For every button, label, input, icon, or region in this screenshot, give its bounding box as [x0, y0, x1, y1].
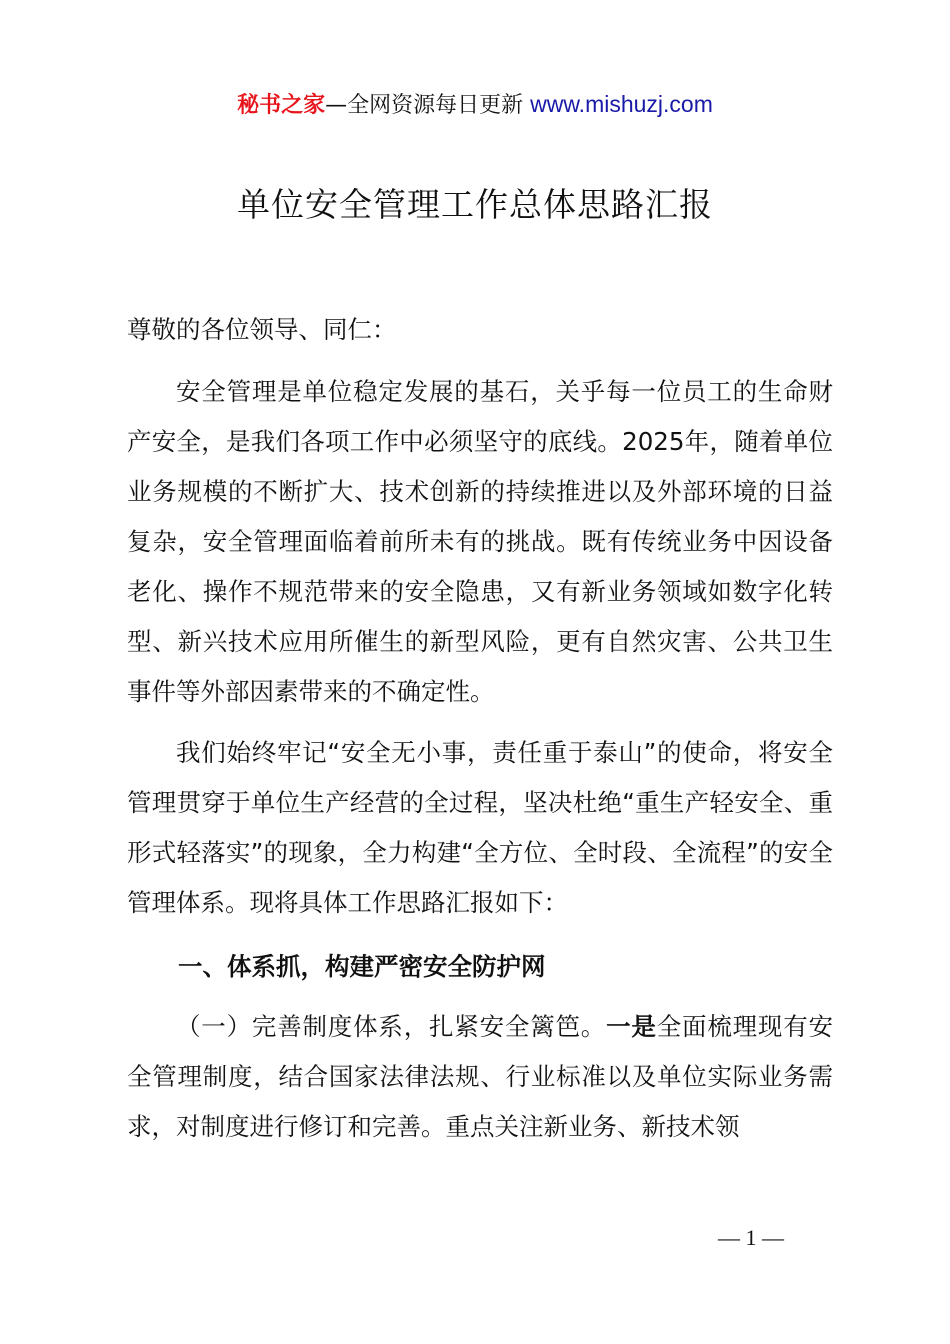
document-title: 单位安全管理工作总体思路汇报	[237, 185, 713, 224]
brand-name: 秘书之家	[237, 93, 326, 118]
body-paragraph-2: 我们始终牢记“安全无小事，责任重于泰山”的使命，将安全管理贯穿于单位生产经营的全过程，坚决杜绝“重生产轻安全、重形式轻落实”的现象，全力构建“全方位、全时段、全流程”的安全管理体系。现将具体工作思路汇报如下：	[127, 738, 833, 917]
page-number: — 1 —	[718, 1225, 784, 1250]
salutation: 尊敬的各位领导、同仁：	[127, 315, 397, 344]
body-paragraph-1: 安全管理是单位稳定发展的基石，关乎每一位员工的生命财产安全，是我们各项工作中必须坚守的底线。2025年，随着单位业务规模的不断扩大、技术创新的持续推进以及外部环境的日益复杂，安全管理面临着前所未有的挑战。既有传统业务中因设备老化、操作不规范带来的安全隐患，又有新业务领域如数字化转型、新兴技术应用所催生的新型风险，更有自然灾害、公共卫生事件等外部因素带来的不确定性。	[127, 377, 833, 706]
brand-tagline: —全网资源每日更新	[325, 93, 524, 118]
site-watermark-header	[0, 86, 950, 124]
site-url-link[interactable]: www.mishuzj.com	[530, 91, 713, 117]
lead-marker: 一是	[606, 1012, 657, 1041]
paragraph-3-text: 全面梳理现有安全管理制度，结合国家法律法规、行业标准以及单位实际业务需求，对制度进行修订和完善。重点关注新业务、新技术领	[127, 1012, 834, 1141]
section-heading-1: 一、体系抓，构建严密安全防护网	[178, 952, 546, 981]
subsection-heading: （一）完善制度体系，扎紧安全篱笆。	[176, 1012, 607, 1041]
body-paragraph-3	[127, 1002, 833, 1152]
